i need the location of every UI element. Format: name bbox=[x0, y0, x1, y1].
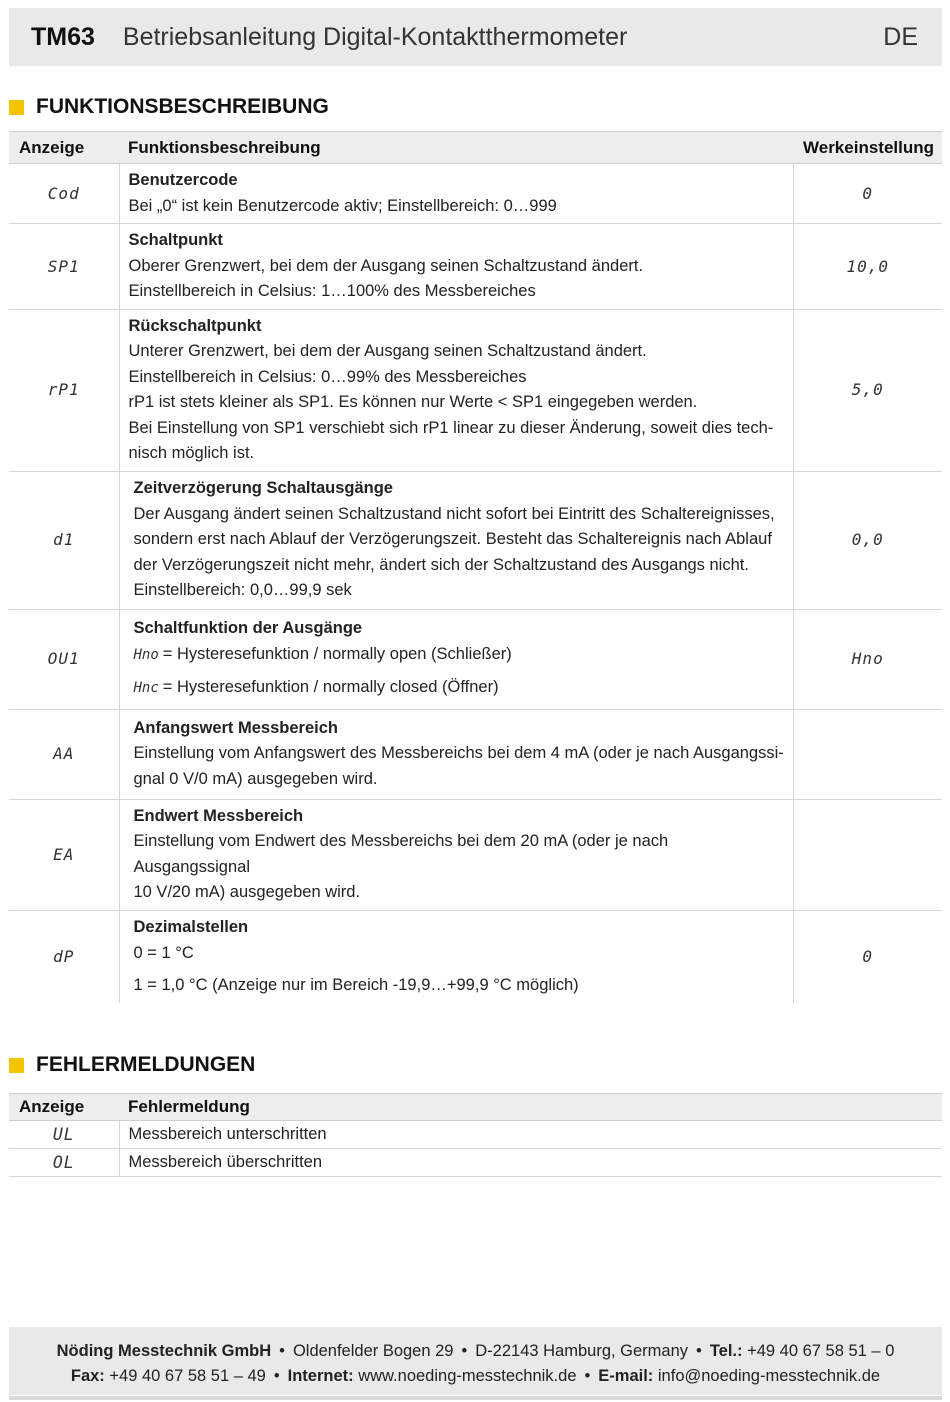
separator: • bbox=[273, 1367, 280, 1385]
function-title: Zeitverzögerung Schaltausgänge bbox=[133, 479, 393, 498]
city-address: D-22143 Hamburg, Germany bbox=[475, 1342, 689, 1360]
default-value bbox=[793, 709, 942, 799]
function-title: Schaltfunktion der Ausgänge bbox=[133, 619, 363, 638]
fax-number: +49 40 67 58 51 – 49 bbox=[109, 1367, 266, 1385]
col-display: Anzeige bbox=[9, 1094, 119, 1121]
description-line: Bei Einstellung von SP1 verschiebt sich rP1 linear zu dieser Änderung, soweit dies tech- bbox=[128, 418, 774, 437]
description-line: Oberer Grenzwert, bei dem der Ausgang seinen Schaltzustand ändert. bbox=[128, 256, 644, 275]
display-symbol: dP bbox=[9, 910, 119, 1003]
separator: • bbox=[279, 1342, 285, 1360]
display-symbol: UL bbox=[9, 1121, 119, 1149]
web-label: Internet: bbox=[287, 1367, 354, 1385]
mail-label: E-mail: bbox=[598, 1367, 654, 1385]
function-title: Benutzercode bbox=[128, 171, 238, 189]
description-line: sondern erst nach Ablauf der Verzögerungszeit. Besteht das Schaltereignis nach Ablauf bbox=[133, 530, 772, 549]
functions-heading-text: FUNKTIONSBESCHREIBUNG bbox=[36, 95, 329, 118]
option-symbol: Hno bbox=[133, 646, 159, 663]
function-description bbox=[119, 164, 793, 224]
separator: • bbox=[696, 1342, 702, 1360]
tel-label: Tel.: bbox=[709, 1342, 743, 1360]
col-message: Fehlermeldung bbox=[119, 1094, 942, 1121]
function-description bbox=[119, 609, 793, 709]
description-line: nisch möglich ist. bbox=[128, 444, 255, 462]
default-value: Hno bbox=[793, 609, 942, 709]
table-row bbox=[9, 910, 942, 1003]
description-line: 10 V/20 mA) ausgegeben wird. bbox=[133, 883, 361, 901]
company-name: Nöding Messtechnik GmbH bbox=[56, 1342, 272, 1360]
default-value: 0,0 bbox=[793, 471, 942, 609]
fax-label: Fax: bbox=[70, 1367, 105, 1385]
description-line: der Verzögerungszeit nicht mehr, ändert sich der Schaltzustand des Ausgangs nicht. bbox=[133, 555, 749, 574]
description-line: Einstellbereich in Celsius: 0…99% des Messbereiches bbox=[128, 367, 527, 386]
tel-number: +49 40 67 58 51 – 0 bbox=[747, 1342, 895, 1360]
function-title: Dezimalstellen bbox=[133, 918, 249, 936]
street-address: Oldenfelder Bogen 29 bbox=[292, 1342, 454, 1360]
error-table bbox=[9, 1093, 942, 1177]
document-title: Betriebsanleitung Digital-Kontaktthermometer bbox=[122, 22, 628, 51]
display-symbol: EA bbox=[9, 799, 119, 910]
language-code: DE bbox=[883, 22, 918, 51]
col-display: Anzeige bbox=[9, 132, 119, 164]
option-line bbox=[134, 675, 787, 702]
footer-line-1 bbox=[9, 1339, 942, 1364]
table-row bbox=[9, 471, 942, 609]
function-title: Endwert Messbereich bbox=[133, 806, 304, 825]
function-table bbox=[9, 131, 942, 1003]
separator: • bbox=[461, 1342, 468, 1360]
errors-heading-text: FEHLERMELDUNGEN bbox=[36, 1053, 256, 1076]
function-description bbox=[119, 799, 793, 910]
function-table-header bbox=[9, 132, 942, 164]
page-header bbox=[9, 8, 942, 66]
model-code: TM63 bbox=[31, 22, 95, 51]
description-line: Unterer Grenzwert, bei dem der Ausgang seinen Schaltzustand ändert. bbox=[128, 342, 647, 360]
description-line: Einstellung vom Endwert des Messbereichs bei dem 20 mA (oder je nach Ausgangssignal bbox=[133, 832, 669, 876]
functions-heading bbox=[9, 95, 329, 119]
table-row bbox=[9, 799, 942, 910]
table-row bbox=[9, 1121, 942, 1149]
error-message: Messbereich überschritten bbox=[119, 1149, 942, 1177]
function-title: Anfangswert Messbereich bbox=[133, 718, 338, 737]
description-line: Einstellbereich: 0,0…99,9 sek bbox=[133, 581, 352, 600]
default-value: 10,0 bbox=[793, 224, 942, 310]
table-row bbox=[9, 309, 942, 471]
default-value bbox=[793, 799, 942, 910]
table-row bbox=[9, 224, 942, 310]
section-marker-icon bbox=[9, 100, 24, 115]
description-line: Einstellbereich in Celsius: 1…100% des Messbereiches bbox=[128, 282, 536, 300]
error-message: Messbereich unterschritten bbox=[119, 1121, 942, 1149]
display-symbol: OL bbox=[9, 1149, 119, 1177]
description-line: Der Ausgang ändert seinen Schaltzustand nicht sofort bei Eintritt des Schaltereignisses, bbox=[133, 504, 775, 523]
option-line bbox=[134, 642, 787, 669]
option-text: = Hysteresefunktion / normally closed (Öffner) bbox=[162, 678, 499, 697]
option-line: 0 = 1 °C bbox=[133, 943, 194, 962]
function-description bbox=[119, 910, 793, 1003]
display-symbol: rP1 bbox=[9, 309, 119, 471]
table-row bbox=[9, 164, 942, 224]
mail-link[interactable]: info@noeding-messtechnik.de bbox=[657, 1367, 881, 1385]
description-line: rP1 ist stets kleiner als SP1. Es können nur Werte < SP1 eingegeben werden. bbox=[128, 393, 698, 411]
errors-heading bbox=[9, 1053, 255, 1077]
display-symbol: Cod bbox=[9, 164, 119, 224]
display-symbol: OU1 bbox=[9, 609, 119, 709]
default-value: 0 bbox=[793, 910, 942, 1003]
option-line: 1 = 1,0 °C (Anzeige nur im Bereich -19,9…+99,9 °C möglich) bbox=[133, 976, 579, 994]
description-line: Bei „0“ ist kein Benutzercode aktiv; Einstellbereich: 0…999 bbox=[128, 196, 557, 215]
separator: • bbox=[584, 1367, 591, 1385]
function-title: Rückschaltpunkt bbox=[128, 316, 262, 335]
display-symbol: d1 bbox=[9, 471, 119, 609]
col-default: Werkeinstellung bbox=[793, 132, 942, 164]
default-value: 5,0 bbox=[793, 309, 942, 471]
table-row bbox=[9, 1149, 942, 1177]
footer-line-2 bbox=[9, 1364, 942, 1389]
web-link[interactable]: www.noeding-messtechnik.de bbox=[358, 1367, 577, 1385]
table-row bbox=[9, 609, 942, 709]
function-description bbox=[119, 471, 793, 609]
function-description bbox=[119, 224, 793, 310]
col-description: Funktionsbeschreibung bbox=[119, 132, 793, 164]
option-symbol: Hnc bbox=[133, 680, 159, 697]
function-description bbox=[119, 709, 793, 799]
default-value: 0 bbox=[793, 164, 942, 224]
error-table-header bbox=[9, 1094, 942, 1121]
table-row bbox=[9, 709, 942, 799]
display-symbol: AA bbox=[9, 709, 119, 799]
option-text: = Hysteresefunktion / normally open (Schließer) bbox=[162, 644, 512, 663]
section-marker-icon bbox=[9, 1058, 24, 1073]
description-line: Einstellung vom Anfangswert des Messbereichs bei dem 4 mA (oder je nach Ausgangssi- bbox=[133, 744, 784, 763]
page-footer bbox=[9, 1327, 942, 1395]
footer-divider bbox=[9, 1396, 942, 1400]
function-description bbox=[119, 309, 793, 471]
display-symbol: SP1 bbox=[9, 224, 119, 310]
function-title: Schaltpunkt bbox=[128, 231, 223, 249]
description-line: gnal 0 V/0 mA) ausgegeben wird. bbox=[133, 769, 378, 788]
